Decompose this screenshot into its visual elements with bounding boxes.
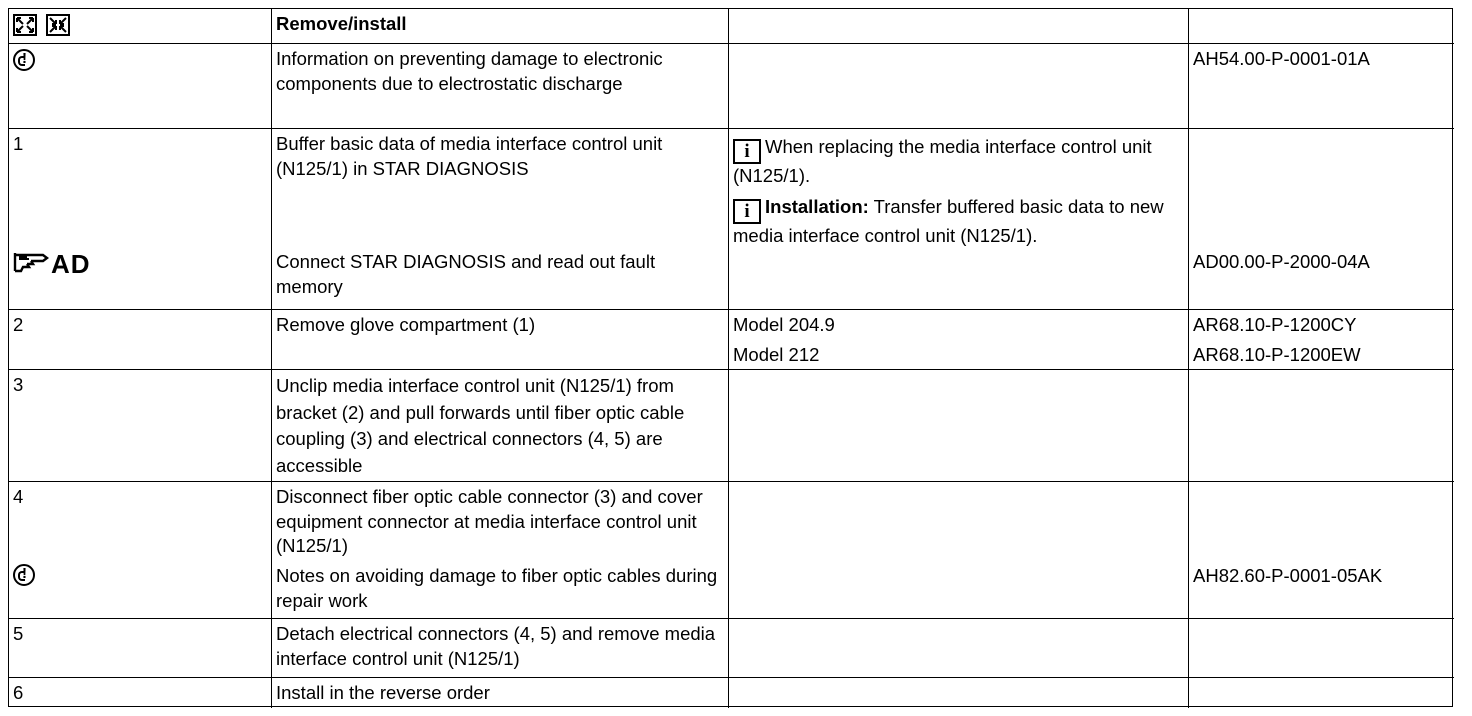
esd-warning-icon	[13, 49, 35, 71]
row5-reference	[1189, 619, 1454, 678]
row4-reference-cell	[1189, 482, 1454, 619]
procedure-table	[8, 8, 1453, 707]
row3-reference	[1189, 370, 1454, 482]
row4-warning-marker	[13, 562, 35, 587]
collapse-icon[interactable]	[46, 14, 70, 36]
row1-note1: When replacing the media interface control unit (N125/1).	[733, 136, 1152, 186]
row5-instruction: Detach electrical connectors (4, 5) and remove media interface control unit (N125/1)	[272, 619, 729, 678]
row6-instruction: Install in the reverse order	[272, 678, 729, 708]
row2-model-a: Model 204.9	[733, 314, 835, 335]
row0-note	[729, 44, 1189, 129]
row4-instruction: Disconnect fiber optic cable connector (3) and cover equipment connector at media interface control unit (N125/1)	[276, 486, 703, 556]
row1-sub-reference-link[interactable]: AD00.00-P-2000-04A	[1193, 251, 1370, 272]
row5-note	[729, 619, 1189, 678]
row2-instruction: Remove glove compartment (1)	[272, 310, 729, 370]
row1-step-cell	[9, 129, 272, 310]
row1-ad-marker	[13, 249, 91, 280]
row1-instruction-cell	[272, 129, 729, 310]
row1-step-number: 1	[13, 133, 24, 154]
info-icon: i	[733, 139, 761, 164]
expand-icon[interactable]	[13, 14, 37, 36]
row4-step-number: 4	[13, 486, 24, 507]
row3-note	[729, 370, 1189, 482]
row2-step-number: 2	[9, 310, 272, 370]
row1-note2-block	[733, 195, 1184, 249]
row1-note1-block	[733, 135, 1184, 189]
row3-step-number: 3	[9, 370, 272, 482]
row4-step-cell	[9, 482, 272, 619]
row4-sub-reference-link[interactable]: AH82.60-P-0001-05AK	[1193, 565, 1383, 586]
row4-sub-instruction: Notes on avoiding damage to fiber optic cables during repair work	[276, 565, 718, 611]
row0-step-cell	[9, 44, 272, 129]
row4-instruction-cell	[272, 482, 729, 619]
header-empty-4	[1189, 9, 1454, 44]
row1-sub-instruction: Connect STAR DIAGNOSIS and read out fault memory	[276, 251, 656, 297]
row6-reference	[1189, 678, 1454, 708]
row0-reference-link[interactable]: AH54.00-P-0001-01A	[1189, 44, 1454, 129]
row4-note	[729, 482, 1189, 619]
row3-instruction: Unclip media interface control unit (N125/1) from bracket (2) and pull forwards until fiber optic cable coupling (3) and electrical connectors (4, 5) are accessible	[272, 370, 729, 482]
esd-warning-icon	[13, 564, 35, 586]
row5-step-number: 5	[9, 619, 272, 678]
hand-pointer-icon	[13, 249, 49, 280]
header-icons-cell	[9, 9, 272, 44]
row1-instruction: Buffer basic data of media interface control unit (N125/1) in STAR DIAGNOSIS	[276, 133, 663, 179]
row1-note2-label: Installation:	[765, 195, 869, 217]
row1-reference-cell	[1189, 129, 1454, 310]
info-icon: i	[733, 199, 761, 224]
row2-references	[1189, 310, 1454, 370]
row2-models	[729, 310, 1189, 370]
row1-note-cell	[729, 129, 1189, 310]
row6-note	[729, 678, 1189, 708]
ad-label: AD	[51, 249, 91, 279]
row1-note2: Transfer buffered basic data to new media interface control unit (N125/1).	[733, 195, 1164, 246]
row2-reference-a-link[interactable]: AR68.10-P-1200CY	[1193, 314, 1357, 335]
row2-model-b: Model 212	[733, 343, 820, 365]
row2-reference-b-link[interactable]: AR68.10-P-1200EW	[1193, 343, 1361, 365]
header-title: Remove/install	[272, 9, 729, 44]
row6-step-number: 6	[9, 678, 272, 708]
row0-instruction: Information on preventing damage to electronic components due to electrostatic discharge	[272, 44, 729, 129]
header-empty-3	[729, 9, 1189, 44]
